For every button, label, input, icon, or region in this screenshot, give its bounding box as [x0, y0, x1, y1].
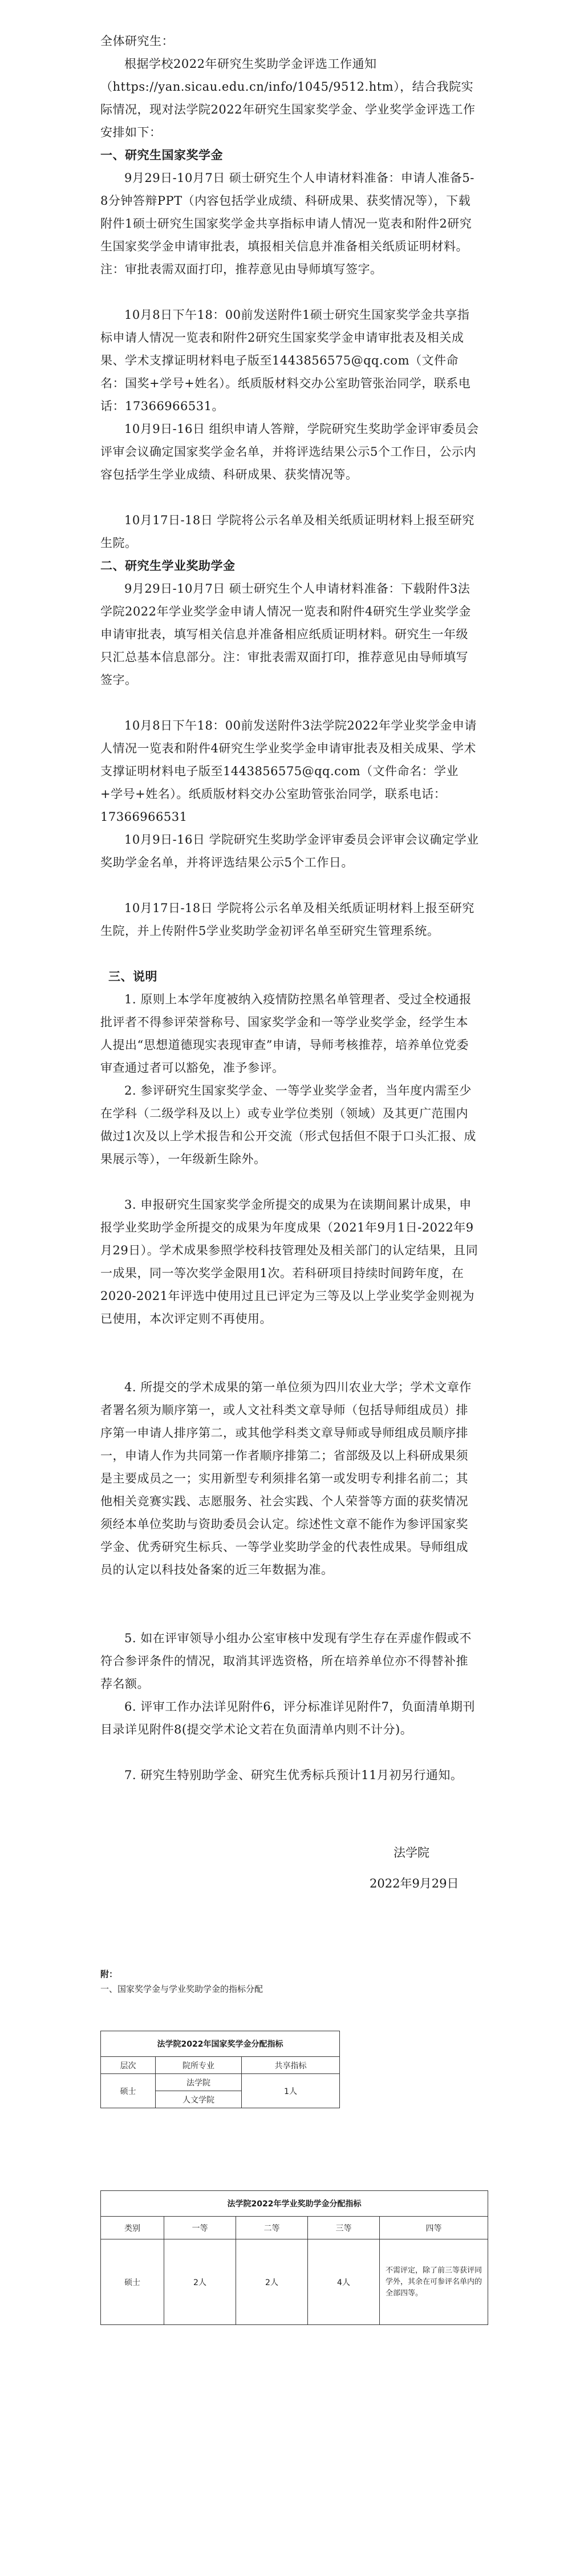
table1-header-quota: 共享指标: [242, 2057, 340, 2074]
table2-header-third: 三等: [308, 2217, 380, 2239]
table1-major-2: 人文学院: [156, 2091, 242, 2108]
sec2-paragraph-1: 9月29日-10月7日 硕士研究生个人申请材料准备：下载附件3法学院2022年学业奖学金申请人情况一览表和附件4研究生学业奖学金申请审批表，填写相关信息并准备相应纸质证明材料。研究生一年级只汇总基本信息部分。注：审批表需双面打印，推荐意见由导师填写签字。: [100, 582, 471, 687]
signature-date: 2022年9月29日: [370, 1877, 459, 1890]
table2-header-fourth: 四等: [380, 2217, 488, 2239]
table1-title: 法学院2022年国家奖学金分配指标: [101, 2031, 340, 2057]
note-5: 5. 如在评审领导小组办公室审核中发现有学生存在弄虚作假或不符合参评条件的情况，取消其评选资格，所在培养单位亦不得替补推荐名额。: [100, 1631, 472, 1691]
section-2-title: 二、研究生学业奖助学金: [100, 558, 236, 573]
sec1-paragraph-4: 10月17日-18日 学院将公示名单及相关纸质证明材料上报至研究生院。: [100, 513, 474, 550]
signer: 法学院: [394, 1846, 429, 1860]
note-1: 1. 原则上本学年度被纳入疫情防控黑名单管理者、受过全校通报批评者不得参评荣誉称号、国家奖学金和一等学业奖学金，经学生本人提出“思想道德现实表现审查”申请，导师考核推荐，培养单位党委审查通过者可以豁免，准予参评。: [100, 993, 472, 1075]
table2-second: 2人: [236, 2239, 308, 2325]
table2-title: 法学院2022年学业奖助学金分配指标: [101, 2191, 488, 2217]
table1-header-level: 层次: [101, 2057, 156, 2074]
national-scholarship-table: [100, 2031, 340, 2108]
table2-first: 2人: [164, 2239, 236, 2325]
sec1-paragraph-1: 9月29日-10月7日 硕士研究生个人申请材料准备：申请人准备5-8分钟答辩PPT（内容包括学业成绩、科研成果、获奖情况等），下载附件1硕士研究生国家奖学金共享指标申请人情况一览表和附件2研究生国家奖学金申请审批表，填报相关信息并准备相关纸质证明材料。注：审批表需双面打印，推荐意见由导师填写签字。: [100, 171, 474, 276]
table1-level: 硕士: [101, 2074, 156, 2108]
table2-category: 硕士: [101, 2239, 164, 2325]
academic-scholarship-table: [100, 2190, 488, 2325]
table2-header-first: 一等: [164, 2217, 236, 2239]
sec2-paragraph-2: 10月8日下午18：00前发送附件3法学院2022年学业奖学金申请人情况一览表和附件4研究生学业奖学金申请审批表及相关成果、学术支撑证明材料电子版至1443856575@qq.com（文件命名：学业+学号+姓名）。纸质版材料交办公室助管张治同学，联系电话：17366966531: [100, 719, 477, 824]
sec1-paragraph-3: 10月9日-16日 组织申请人答辩，学院研究生奖助学金评审委员会评审会议确定国家奖学金名单，并将评选结果公示5个工作日，公示内容包括学生学业成绩、科研成果、获奖情况等。: [100, 422, 479, 481]
table1-major-1: 法学院: [156, 2074, 242, 2091]
table1-quota: 1人: [242, 2074, 340, 2108]
table2-header-category: 类别: [101, 2217, 164, 2239]
attachment-label: 附：: [100, 1969, 118, 1979]
note-7: 7. 研究生特别助学金、研究生优秀标兵预计11月初另行通知。: [124, 1768, 463, 1782]
table2-third: 4人: [308, 2239, 380, 2325]
sec1-paragraph-2: 10月8日下午18：00前发送附件1硕士研究生国家奖学金共享指标申请人情况一览表和附件2研究生国家奖学金申请审批表及相关成果、学术支撑证明材料电子版至1443856575@qq.com（文件命名：国奖+学号+姓名）。纸质版材料交办公室助管张治同学，联系电话：17366966531。: [100, 308, 471, 413]
table2-header-second: 二等: [236, 2217, 308, 2239]
intro-paragraph: 根据学校2022年研究生奖助学金评选工作通知（https://yan.sicau.edu.cn/info/1045/9512.htm），结合我院实际情况，现对法学院2022年研究生国家奖学金、学业奖学金评选工作安排如下：: [100, 57, 476, 139]
note-3: 3. 申报研究生国家奖学金所提交的成果为在读期间累计成果，申报学业奖助学金所提交的成果为年度成果（2021年9月1日-2022年9月29日）。学术成果参照学校科技管理处及相关部门的认定结果，且同一成果，同一等次奖学金限用1次。若科研项目持续时间跨年度，在2020-2021年评选中使用过且已评定为三等及以上学业奖学金则视为已使用，本次评定则不再使用。: [100, 1198, 478, 1326]
note-6: 6. 评审工作办法详见附件6，评分标准详见附件7，负面清单期刊目录详见附件8(提交学术论文若在负面清单内则不计分)。: [100, 1700, 475, 1736]
section-3-title: 三、说明: [108, 969, 157, 983]
note-4: 4. 所提交的学术成果的第一单位须为四川农业大学；学术文章作者署名须为顺序第一，或人文社科类文章导师（包括导师组成员）排序第一申请人排序第二，或其他学科类文章导师或导师组成员顺序排一，申请人作为共同第一作者顺序排第二；省部级及以上科研成果须是主要成员之一；实用新型专利须排名第一或发明专利排名前二；其他相关竞赛实践、志愿服务、社会实践、个人荣誉等方面的获奖情况须经本单位奖助与资助委员会认定。综述性文章不能作为参评国家奖学金、优秀研究生标兵、一等学业奖助学金的代表性成果。导师组成员的认定以科技处备案的近三年数据为准。: [100, 1380, 472, 1577]
table2-fourth: 不需评定，除了前三等获评同学外，其余在可参评名单内的全部四等。: [380, 2239, 488, 2325]
sec2-paragraph-3: 10月9日-16日 学院研究生奖助学金评审委员会评审会议确定学业奖助学金名单，并将评选结果公示5个工作日。: [100, 833, 479, 869]
section-1-title: 一、研究生国家奖学金: [100, 148, 223, 162]
table1-header-major: 院所专业: [156, 2057, 242, 2074]
attachment-description: 一、国家奖学金与学业奖助学金的指标分配: [100, 1984, 263, 1994]
note-2: 2. 参评研究生国家奖学金、一等学业奖学金者，当年度内需至少在学科（二级学科及以上）或专业学位类别（领域）及其更广范围内做过1次及以上学术报告和公开交流（形式包括但不限于口头汇报、成果展示等），一年级新生除外。: [100, 1084, 476, 1166]
sec2-paragraph-4: 10月17日-18日 学院将公示名单及相关纸质证明材料上报至研究生院，并上传附件5学业奖助学金初评名单至研究生管理系统。: [100, 901, 474, 938]
greeting: 全体研究生：: [100, 34, 174, 48]
